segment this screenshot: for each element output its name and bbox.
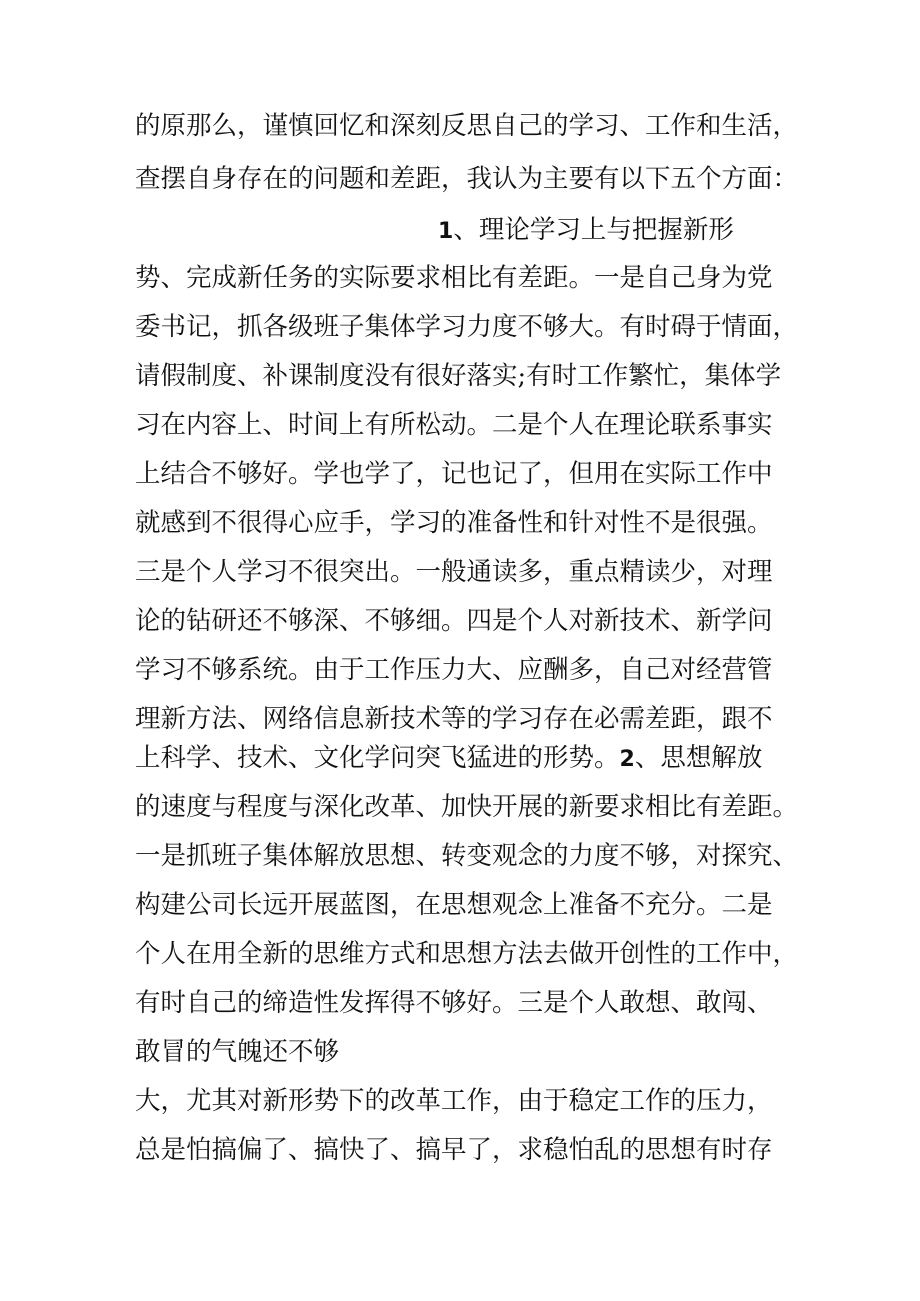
text-line-1: 的原那么，谨慎回忆和深刻反思自己的学习、工作和生活， <box>135 111 799 141</box>
text-line-9: 就感到不很得心应手，学习的准备性和针对性不是很强。 <box>135 508 773 538</box>
text-line-14 <box>135 738 762 778</box>
text-line-15: 的速度与程度与深化改革、加快开展的新要求相比有差距。 <box>135 792 799 822</box>
text-line-13: 理新方法、网络信息新技术等的学习存在必需差距，跟不 <box>135 704 773 734</box>
text-line-16: 一是抓班子集体解放思想、转变观念的力度不够，对探究、 <box>135 841 799 871</box>
text-line-18: 个人在用全新的思维方式和思想方法去做开创性的工作中， <box>135 939 799 969</box>
text-line-14-body: 上科学、技术、文化学问突飞猛进的形势。 <box>135 743 620 773</box>
text-line-10: 三是个人学习不很突出。一般通读多，重点精读少，对理 <box>135 557 773 587</box>
item-2-number: 2 <box>619 747 635 772</box>
item-1-title: 、理论学习上与把握新形 <box>453 215 734 245</box>
text-line-7: 习在内容上、时间上有所松动。二是个人在理论联系事实 <box>135 410 773 440</box>
text-line-4: 势、完成新任务的实际要求相比有差距。一是自己身为党 <box>135 263 773 293</box>
item-1-number: 1 <box>438 219 454 244</box>
text-line-2: 查摆自身存在的问题和差距，我认为主要有以下五个方面： <box>135 164 799 194</box>
text-line-17: 构建公司长远开展蓝图，在思想观念上准备不充分。二是 <box>135 890 773 920</box>
text-line-6: 请假制度、补课制度没有很好落实;有时工作繁忙，集体学 <box>135 361 782 391</box>
text-line-5: 委书记，抓各级班子集体学习力度不够大。有时碍于情面， <box>135 312 799 342</box>
text-line-20: 敢冒的气魄还不够 <box>135 1037 340 1067</box>
item-2-title: 、思想解放 <box>634 743 763 773</box>
text-line-12: 学习不够系统。由于工作压力大、应酬多，自己对经营管 <box>135 655 773 685</box>
text-line-22: 总是怕搞偏了、搞快了、搞早了，求稳怕乱的思想有时存 <box>135 1135 773 1165</box>
heading-item-1 <box>438 210 734 250</box>
text-line-11: 论的钻研还不够深、不够细。四是个人对新技术、新学问 <box>135 606 773 636</box>
text-line-8: 上结合不够好。学也学了，记也记了，但用在实际工作中 <box>135 459 773 489</box>
text-line-21: 大，尤其对新形势下的改革工作，由于稳定工作的压力， <box>135 1086 773 1116</box>
text-line-19: 有时自己的缔造性发挥得不够好。三是个人敢想、敢闯、 <box>135 988 773 1018</box>
